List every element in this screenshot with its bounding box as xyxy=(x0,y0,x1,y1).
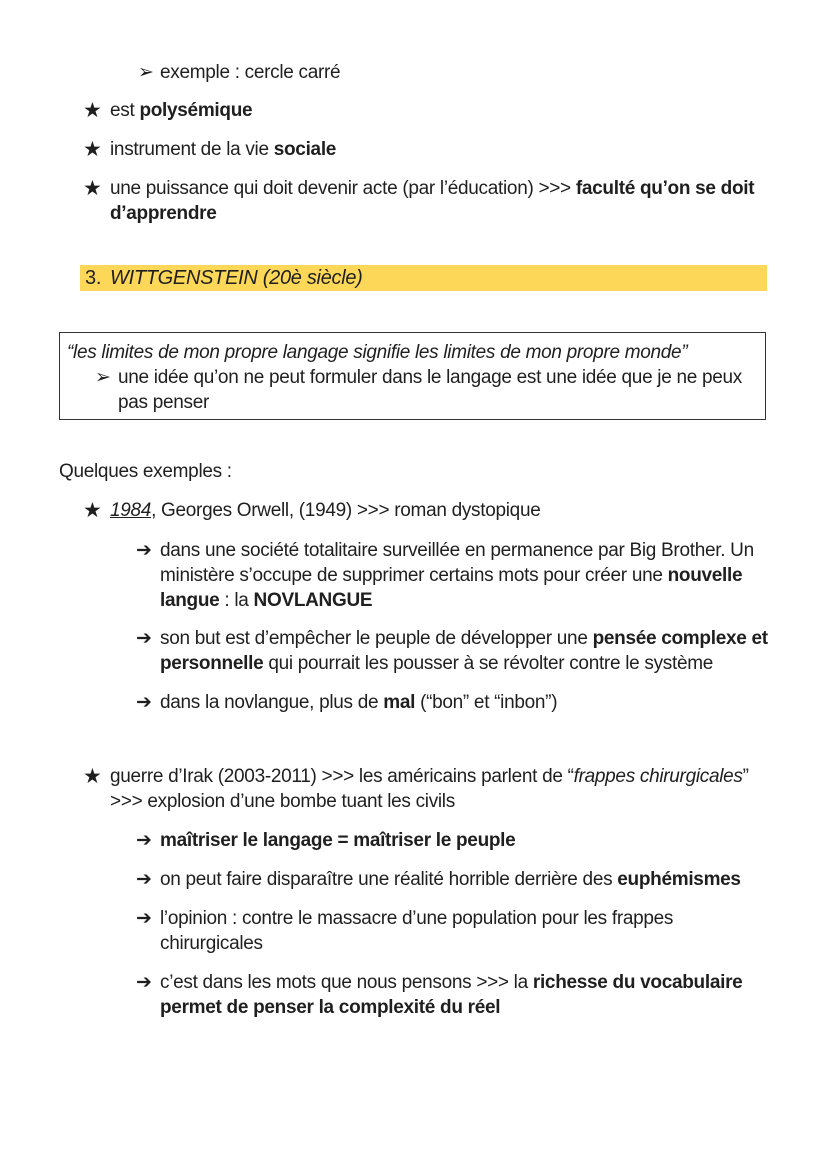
orwell-point-2-line2: personnelle qui pourrait les pousser à se révolter contre le système xyxy=(160,653,714,674)
irak-point-1: maîtriser le langage = maîtriser le peuple xyxy=(160,830,516,851)
arrow-icon: ➔ xyxy=(136,869,152,890)
examples-intro: Quelques exemples : xyxy=(59,461,232,482)
orwell-point-3: dans la novlangue, plus de mal (“bon” et “inbon”) xyxy=(160,692,558,713)
orwell-point-1-line3: langue : la NOVLANGUE xyxy=(160,590,373,611)
irak-line1: guerre d’Irak (2003-2011) >>> les américains parlent de “frappes chirurgicales” xyxy=(110,766,749,787)
section-title: WITTGENSTEIN (20è siècle) xyxy=(110,267,363,289)
irak-point-4-line1: c’est dans les mots que nous pensons >>> la richesse du vocabulaire xyxy=(160,972,743,993)
list-item: instrument de la vie sociale xyxy=(110,139,337,160)
orwell-point-1-line2: ministère s’occupe de supprimer certains mots pour créer une nouvelle xyxy=(160,565,743,586)
list-item: est polysémique xyxy=(110,100,253,121)
arrow-icon: ➔ xyxy=(136,830,152,851)
example-arrow-icon: ➢ xyxy=(138,62,154,83)
list-item: une puissance qui doit devenir acte (par l’éducation) >>> faculté qu’on se doit xyxy=(110,178,755,199)
quote-explanation-line2: pas penser xyxy=(118,392,210,413)
irak-line2: >>> explosion d’une bombe tuant les civils xyxy=(110,791,455,812)
star-bullet-icon: ★ xyxy=(83,499,102,522)
orwell-title-line: 1984, Georges Orwell, (1949) >>> roman dystopique xyxy=(110,500,541,521)
orwell-point-1-line1: dans une société totalitaire surveillée en permanence par Big Brother. Un xyxy=(160,540,754,561)
arrow-icon: ➔ xyxy=(136,540,152,561)
irak-point-2: on peut faire disparaître une réalité horrible derrière des euphémismes xyxy=(160,869,741,890)
orwell-point-2-line1: son but est d’empêcher le peuple de développer une pensée complexe et xyxy=(160,628,768,649)
star-bullet-icon: ★ xyxy=(83,138,102,161)
star-bullet-icon: ★ xyxy=(83,765,102,788)
quote-arrow-icon: ➢ xyxy=(95,367,111,388)
irak-point-3-line1: l’opinion : contre le massacre d’une population pour les frappes xyxy=(160,908,674,929)
star-bullet-icon: ★ xyxy=(83,99,102,122)
arrow-icon: ➔ xyxy=(136,692,152,713)
arrow-icon: ➔ xyxy=(136,972,152,993)
section-number: 3. xyxy=(85,267,102,289)
irak-point-4-line2: permet de penser la complexité du réel xyxy=(160,997,501,1018)
arrow-icon: ➔ xyxy=(136,628,152,649)
quote-text: “les limites de mon propre langage signifie les limites de mon propre monde” xyxy=(67,342,688,363)
star-bullet-icon: ★ xyxy=(83,177,102,200)
arrow-icon: ➔ xyxy=(136,908,152,929)
list-item-continuation: d’apprendre xyxy=(110,203,217,224)
example-text: exemple : cercle carré xyxy=(160,62,341,83)
irak-point-3-line2: chirurgicales xyxy=(160,933,263,954)
quote-explanation-line1: une idée qu’on ne peut formuler dans le langage est une idée que je ne peux xyxy=(118,367,742,388)
